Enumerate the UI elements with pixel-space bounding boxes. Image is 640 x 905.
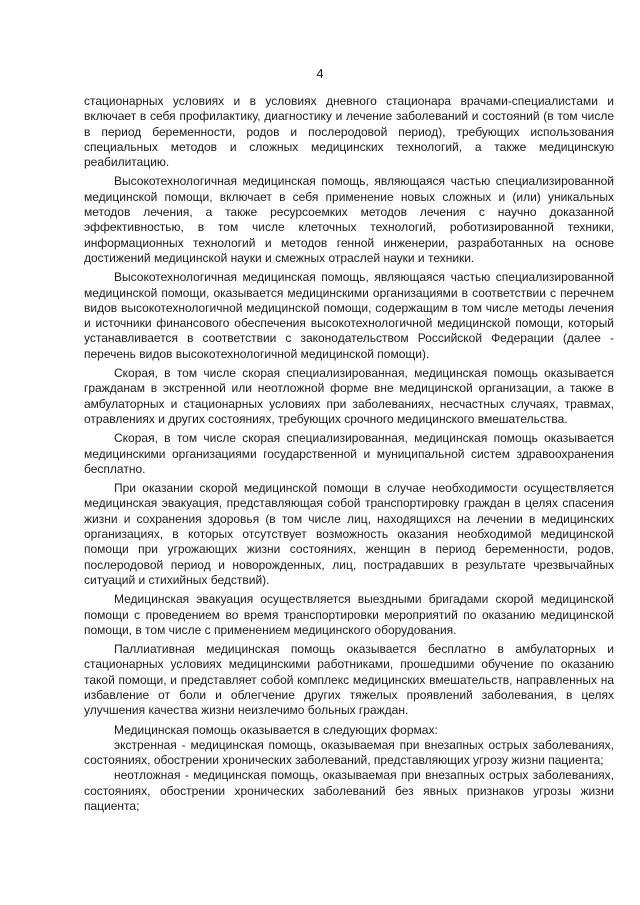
paragraph-evacuation: При оказании скорой медицинской помощи в случае необходимости осуществляется медицинская эвакуация, представляющая собой транспортировку граждан в целях спасения жизни и сохранения здоровья (в том числе лиц, находящихся на лечении в медицинских организациях, в которых отсутствует возможность оказания необходимой медицинской помощи при угрожающих жизни состояниях, женщин в период беременности, родов, послеродовой период и новорожденных, лиц, пострадавших в результате чрезвычайных ситуаций и стихийных бедствий).	[84, 481, 614, 587]
paragraph-evacuation-teams: Медицинская эвакуация осуществляется выездными бригадами скорой медицинской помощи с проведением во время транспортировки мероприятий по оказанию медицинской помощи, в том числе с применением медицинского оборудования.	[84, 592, 614, 637]
paragraph-emergency-free: Скорая, в том числе скорая специализированная, медицинская помощь оказывается медицинскими организациями государственной и муниципальной систем здравоохранения бесплатно.	[84, 431, 614, 476]
paragraph-care-forms: Медицинская помощь оказывается в следующих формах:	[114, 722, 438, 737]
page-number: 4	[316, 66, 324, 81]
page-body	[84, 94, 614, 814]
paragraph-palliative-care: Паллиативная медицинская помощь оказывается бесплатно в амбулаторных и стационарных условиях медицинскими работниками, прошедшими обучение по оказанию такой помощи, и представляет собой комплекс медицинских вмешательств, направленных на избавление от боли и облегчение других тяжелых проявлений заболевания, в целях улучшения качества жизни неизлечимо больных граждан.	[84, 642, 614, 718]
paragraph-continuation: стационарных условиях и в условиях дневного стационара врачами-специалистами и включает в себя профилактику, диагностику и лечение заболеваний и состояний (в том числе в период беременности, родов и послеродовой период), требующих использования специальных методов и сложных медицинских технологий, а также медицинскую реабилитацию.	[84, 94, 614, 170]
paragraph-form-emergency: экстренная - медицинская помощь, оказываемая при внезапных острых заболеваниях, состояниях, обострении хронических заболеваний, представляющих угрозу жизни пациента;	[84, 737, 614, 768]
paragraph-emergency-care: Скорая, в том числе скорая специализированная, медицинская помощь оказывается гражданам в экстренной или неотложной форме вне медицинской организации, а также в амбулаторных и стационарных условиях при заболеваниях, несчастных случаях, травмах, отравлениях и других состояниях, требующих срочного медицинского вмешательства.	[84, 366, 614, 426]
paragraph-form-urgent: неотложная - медицинская помощь, оказываемая при внезапных острых заболеваниях, состояниях, обострении хронических заболеваний без явных признаков угрозы жизни пациента;	[84, 768, 614, 814]
paragraph-high-tech-definition: Высокотехнологичная медицинская помощь, являющаяся частью специализированной медицинской помощи, включает в себя применение новых сложных и (или) уникальных методов лечения, а также ресурсоемких методов лечения с научно доказанной эффективностью, в том числе клеточных технологий, роботизированной техники, информационных технологий и методов генной инженерии, разработанных на основе достижений медицинской науки и смежных отраслей науки и техники.	[84, 174, 614, 265]
paragraph-high-tech-provision: Высокотехнологичная медицинская помощь, являющаяся частью специализированной медицинской помощи, оказывается медицинскими организациями в соответствии с перечнем видов высокотехнологичной медицинской помощи, содержащим в том числе методы лечения и источники финансового обеспечения высокотехнологичной медицинской помощи, который устанавливается в соответствии с законодательством Российской Федерации (далее - перечень видов высокотехнологичной медицинской помощи).	[84, 270, 614, 361]
